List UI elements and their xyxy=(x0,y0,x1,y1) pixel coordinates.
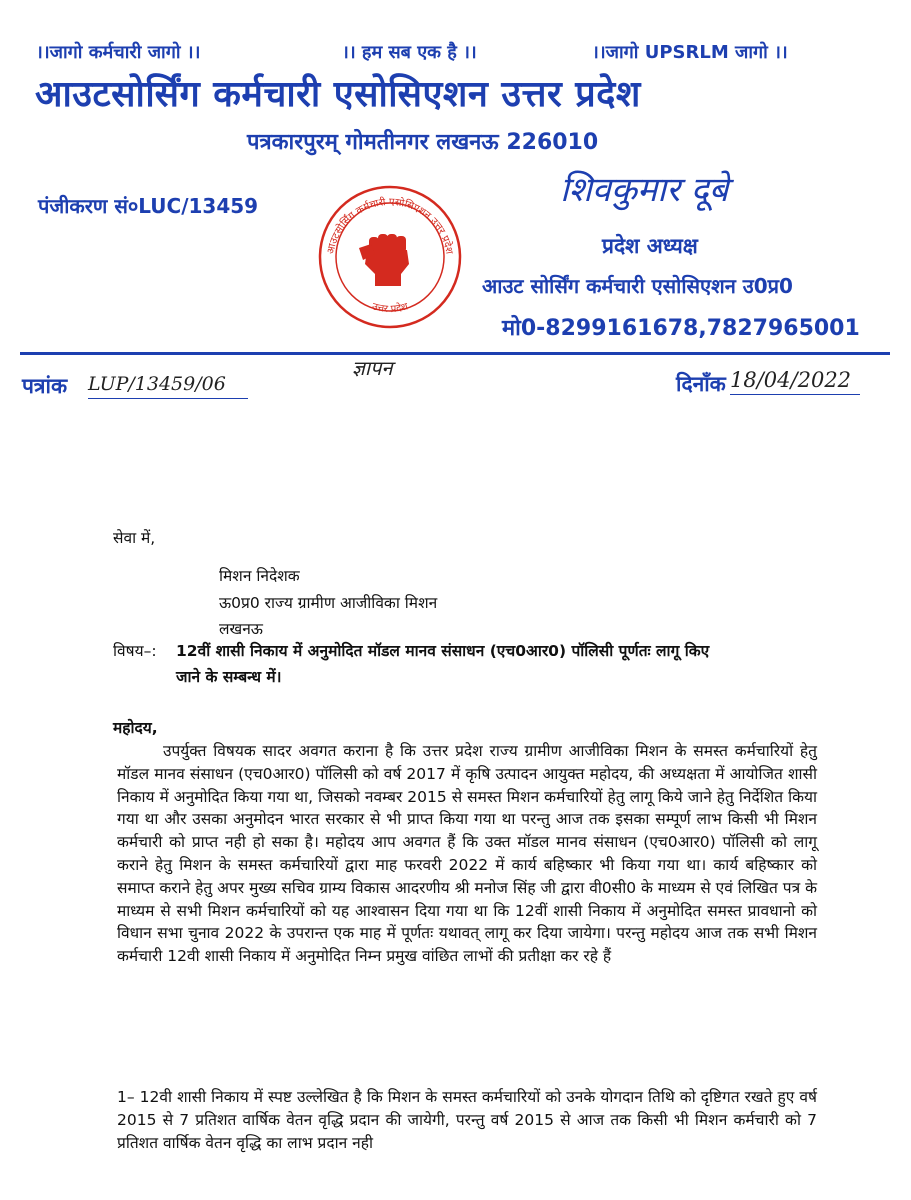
president-signature-name: शिवकुमार दूबे xyxy=(560,170,729,210)
letter-number-value: LUP/13459/06 xyxy=(88,373,226,395)
president-designation: प्रदेश अध्यक्ष xyxy=(602,234,698,258)
organization-short-name: आउट सोर्सिंग कर्मचारी एसोसिएशन उ0प्र0 xyxy=(482,274,793,298)
salutation: सेवा में, xyxy=(113,529,156,547)
subject-label: विषय–: xyxy=(113,642,157,660)
organization-address: पत्रकारपुरम् गोमतीनगर लखनऊ 226010 xyxy=(247,130,599,155)
svg-text:उत्तर प्रदेश xyxy=(371,301,410,315)
registration-number: पंजीकरण सं०LUC/13459 xyxy=(38,194,259,218)
letter-number-label: पत्रांक xyxy=(22,374,68,398)
subject-line-1: 12वीं शासी निकाय में अनुमोदित मॉडल मानव संसाधन (एच0आर0) पॉलिसी पूर्णतः लागू किए xyxy=(176,642,710,660)
date-label: दिनाँक xyxy=(676,372,726,396)
letter-number-underline xyxy=(88,398,248,399)
letterhead-divider xyxy=(20,352,890,355)
subject-line-2: जाने के सम्बन्ध में। xyxy=(176,668,282,686)
stamp-bottom-text: उत्तर प्रदेश xyxy=(370,301,410,316)
recipient-office: ऊ0प्र0 राज्य ग्रामीण आजीविका मिशन xyxy=(219,594,438,612)
stamp-top-text: आउटसोर्सिंग कर्मचारी एसोसिएशन उत्तर प्रदेश xyxy=(325,196,455,256)
date-underline xyxy=(730,394,860,395)
greeting: महोदय, xyxy=(113,719,158,737)
raised-fist-icon xyxy=(359,234,409,286)
slogan-left: ।।जागो कर्मचारी जागो ।। xyxy=(36,42,201,63)
date-value: 18/04/2022 xyxy=(730,368,852,392)
recipient-city: लखनऊ xyxy=(219,620,263,638)
organization-name: आउटसोर्सिंग कर्मचारी एसोसिएशन उत्तर प्रदेश xyxy=(35,74,641,115)
contact-mobile: मो0-8299161678,7827965001 xyxy=(502,316,860,341)
slogan-center: ।। हम सब एक है ।। xyxy=(342,42,477,63)
slogan-right: ।।जागो UPSRLM जागो ।। xyxy=(592,42,788,63)
association-stamp-logo xyxy=(315,182,465,332)
body-point-1: 1– 12वी शासी निकाय में स्पष्ट उल्लेखित है कि मिशन के समस्त कर्मचारियों को उनके योगदान तिथि को दृष्टिगत रखते हुए वर्ष 2015 से 7 प्रतिशत वार्षिक वेतन वृद्धि प्रदान की जायेगी, परन्तु वर्ष 2015 से आज तक किसी भी मिशन कर्मचारी को 7 प्रतिशत वार्षिक वेतन वृद्धि का लाभ प्रदान नही xyxy=(117,1088,817,1152)
recipient-designation: मिशन निदेशक xyxy=(219,567,300,585)
body-paragraph-1: उपर्युक्त विषयक सादर अवगत कराना है कि उत्तर प्रदेश राज्य ग्रामीण आजीविका मिशन के समस्त कर्मचारियों हेतु मॉडल मानव संसाधन (एच0आर0) पॉलिसी को वर्ष 2017 में कृषि उत्पादन आयुक्त महोदय, की अध्यक्षता में आयोजित शासी निकाय में अनुमोदित किया गया था, जिसको नवम्बर 2015 से समस्त मिशन कर्मचारियों हेतु लागू किये जाने हेतु निर्देशित किया गया था और उसका अनुमोदन भारत सरकार से भी प्राप्त किया गया था परन्तु आज तक इसका सम्पूर्ण लाभ किसी भी मिशन कर्मचारी को प्राप्त नही हो सका है। महोदय आप अवगत हैं कि उक्त मॉडल मानव संसाधन (एच0आर0) पॉलिसी को लागू कराने हेतु मिशन के समस्त कर्मचारियों द्वारा माह फरवरी 2022 में कार्य बहिष्कार भी किया गया था। कार्य बहिष्कार को समाप्त कराने हेतु अपर मुख्य सचिव ग्राम्य विकास आदरणीय श्री मनोज सिंह जी द्वारा वी0सी0 के माध्यम से एवं लिखित पत्र के माध्यम से सभी मिशन कर्मचारियों को यह आश्वासन दिया गया था कि 12वीं शासी निकाय में अनुमोदित समस्त प्रावधानो को विधान सभा चुनाव 2022 के उपरान्त एक माह में पूर्णतः यथावत् लागू कर दिया जायेगा। परन्तु महोदय आज तक सभी मिशन कर्मचारी 12वी शासी निकाय में अनुमोदित निम्न प्रमुख वांछित लाभों की प्रतीक्षा कर रहे हैं xyxy=(117,742,817,966)
memo-title: ज्ञापन xyxy=(352,356,393,380)
